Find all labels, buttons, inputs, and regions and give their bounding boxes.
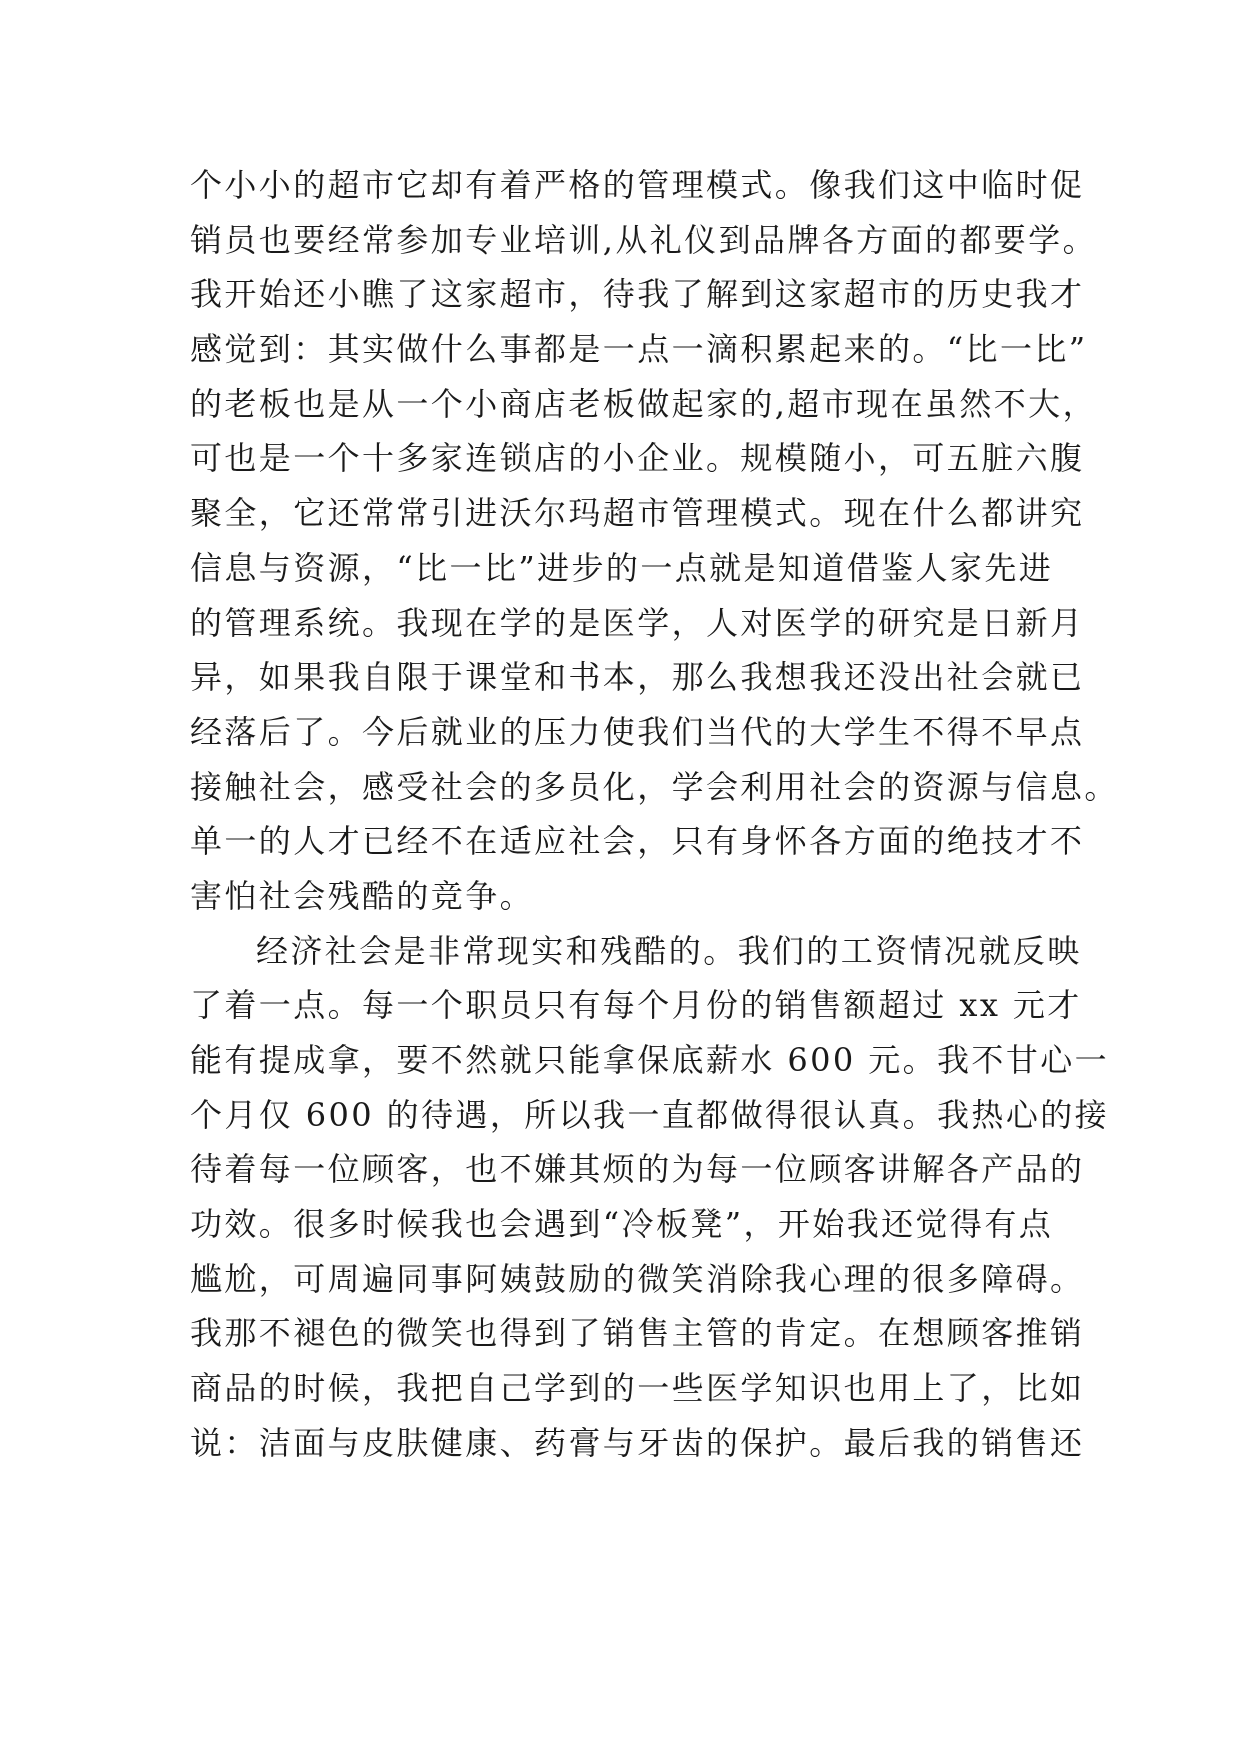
text-line: 我那不褪色的微笑也得到了销售主管的肯定。在想顾客推销 bbox=[190, 1314, 1085, 1353]
text-line: 异，如果我自限于课堂和书本，那么我想我还没出社会就已 bbox=[190, 658, 1085, 697]
paragraph-2 bbox=[190, 924, 1110, 1471]
text-line: 单一的人才已经不在适应社会，只有身怀各方面的绝技才不 bbox=[190, 822, 1085, 861]
text-line: 销员也要经常参加专业培训,从礼仪到品牌各方面的都要学。 bbox=[190, 220, 1097, 259]
text-line: 能有提成拿，要不然就只能拿保底薪水 600 元。我不甘心一 bbox=[190, 1041, 1110, 1079]
text-line: 个月仅 600 的待遇，所以我一直都做得很认真。我热心的接 bbox=[190, 1095, 1110, 1134]
text-line: 尴尬，可周遍同事阿姨鼓励的微笑消除我心理的很多障碍。 bbox=[190, 1259, 1085, 1298]
text-line: 接触社会，感受社会的多员化，学会利用社会的资源与信息。 bbox=[190, 767, 1119, 806]
document-body bbox=[190, 158, 1119, 1471]
text-line: 聚全，它还常常引进沃尔玛超市管理模式。现在什么都讲究 bbox=[190, 494, 1085, 533]
text-line: 害怕社会残酷的竞争。 bbox=[190, 876, 535, 915]
text-line: 我开始还小瞧了这家超市，待我了解到这家超市的历史我才 bbox=[190, 275, 1085, 314]
text-line: 个小小的超市它却有着严格的管理模式。像我们这中临时促 bbox=[190, 166, 1085, 204]
text-line: 经济社会是非常现实和残酷的。我们的工资情况就反映 bbox=[256, 931, 1082, 970]
text-line: 经落后了。今后就业的压力使我们当代的大学生不得不早点 bbox=[190, 712, 1085, 751]
text-line: 待着每一位顾客，也不嫌其烦的为每一位顾客讲解各产品的 bbox=[190, 1150, 1085, 1189]
paragraph-1 bbox=[190, 158, 1119, 924]
text-line: 商品的时候，我把自己学到的一些医学知识也用上了，比如 bbox=[190, 1369, 1085, 1408]
text-line: 了着一点。每一个职员只有每个月份的销售额超过 xx 元才 bbox=[190, 986, 1082, 1025]
text-line: 功效。很多时候我也会遇到“冷板凳”，开始我还觉得有点 bbox=[190, 1205, 1054, 1244]
text-line: 感觉到：其实做什么事都是一点一滴积累起来的。“比一比” bbox=[190, 330, 1088, 369]
text-line: 信息与资源，“比一比”进步的一点就是知道借鉴人家先进 bbox=[190, 548, 1054, 587]
text-line: 的老板也是从一个小商店老板做起家的,超市现在虽然不大， bbox=[190, 384, 1097, 423]
text-line: 说：洁面与皮肤健康、药膏与牙齿的保护。最后我的销售还 bbox=[190, 1423, 1085, 1462]
text-line: 可也是一个十多家连锁店的小企业。规模随小，可五脏六腹 bbox=[190, 439, 1085, 478]
text-line: 的管理系统。我现在学的是医学，人对医学的研究是日新月 bbox=[190, 603, 1085, 642]
